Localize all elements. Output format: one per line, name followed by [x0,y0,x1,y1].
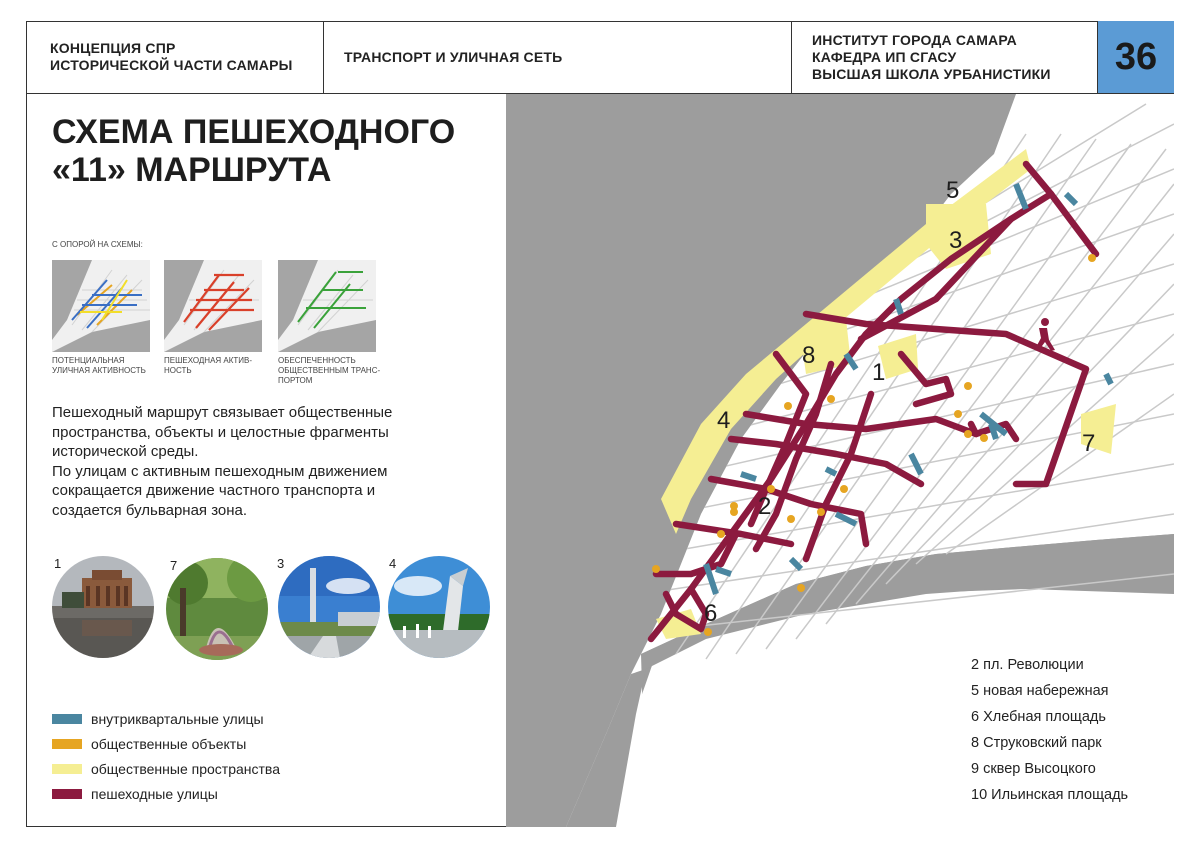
header-institute-line2: КАФЕДРА ИП СГАСУ [812,48,957,65]
place-item: 6 Хлебная площадь [971,709,1106,725]
map-label-8: 8 [802,342,816,369]
place-item: 9 сквер Высоцкого [971,761,1096,777]
legend-swatch-route [52,789,82,799]
scheme-thumb-activity [52,260,150,352]
header-project-line1: КОНЦЕПЦИЯ СПР [50,40,176,56]
schemes-caption: С ОПОРОЙ НА СХЕМЫ: [52,240,143,249]
map-label-7: 7 [1082,430,1096,457]
legend-item-public-objects: общественные объекты [52,736,246,752]
header-project-line2: ИСТОРИЧЕСКОЙ ЧАСТИ САМАРЫ [50,57,293,73]
header-section [324,21,792,94]
legend-swatch-yellow [52,764,82,774]
map-label-2: 2 [758,493,772,520]
photo-fountain [388,556,490,658]
route-description: Пешеходный маршрут связывает общественные пространства, объекты и целостные фрагменты исторической среды. По улицам с активным пешеходным движением сокращается движение частного транспорта и создается бульварная зона. [52,404,393,519]
legend-item-pedestrian-streets: пешеходные улицы [52,786,218,802]
title-line1: СХЕМА ПЕШЕХОДНОГО [52,113,456,151]
place-item: 2 пл. Революции [971,657,1084,673]
legend-item-inner-streets: внутриквартальные улицы [52,711,264,727]
photo-number-3: 3 [277,556,285,571]
map-label-1: 1 [872,359,886,386]
header-institute-line3: ВЫСШАЯ ШКОЛА УРБАНИСТИКИ [812,65,1051,82]
legend-item-public-spaces: общественные пространства [52,761,280,777]
scheme-label-transport: ОБЕСПЕЧЕННОСТЬ ОБЩЕСТВЕННЫМ ТРАНС- ПОРТОМ [278,356,381,385]
header-project [26,21,324,94]
place-item: 5 новая набережная [971,683,1109,699]
map-label-5: 5 [946,177,960,204]
photo-number-4: 4 [389,556,397,571]
header-institute-line1: ИНСТИТУТ ГОРОДА САМАРА [812,31,1017,48]
photo-theatre [52,556,154,658]
legend-swatch-orange [52,739,82,749]
place-item: 10 Ильинская площадь [971,787,1129,803]
map-label-6: 6 [704,600,718,627]
photo-park [166,558,268,660]
photo-number-7: 7 [170,558,178,573]
place-item: 8 Струковский парк [971,735,1102,751]
legend-swatch-blue [52,714,82,724]
scheme-thumb-pedestrian [164,260,262,352]
page-title [52,113,455,189]
page-number: 36 [1098,21,1174,94]
places-list [971,652,1128,808]
map-label-3: 3 [949,227,963,254]
title-line2: «11» МАРШРУТА [52,151,332,189]
map-label-4: 4 [717,407,731,434]
scheme-thumb-transport [278,260,376,352]
scheme-label-activity: ПОТЕНЦИАЛЬНАЯ УЛИЧНАЯ АКТИВНОСТЬ [52,356,146,375]
scheme-label-pedestrian: ПЕШЕХОДНАЯ АКТИВ- НОСТЬ [164,356,253,375]
photo-monument [278,556,380,658]
header-section-title: ТРАНСПОРТ И УЛИЧНАЯ СЕТЬ [344,48,563,65]
photo-number-1: 1 [54,556,62,571]
header-institute [792,21,1098,94]
